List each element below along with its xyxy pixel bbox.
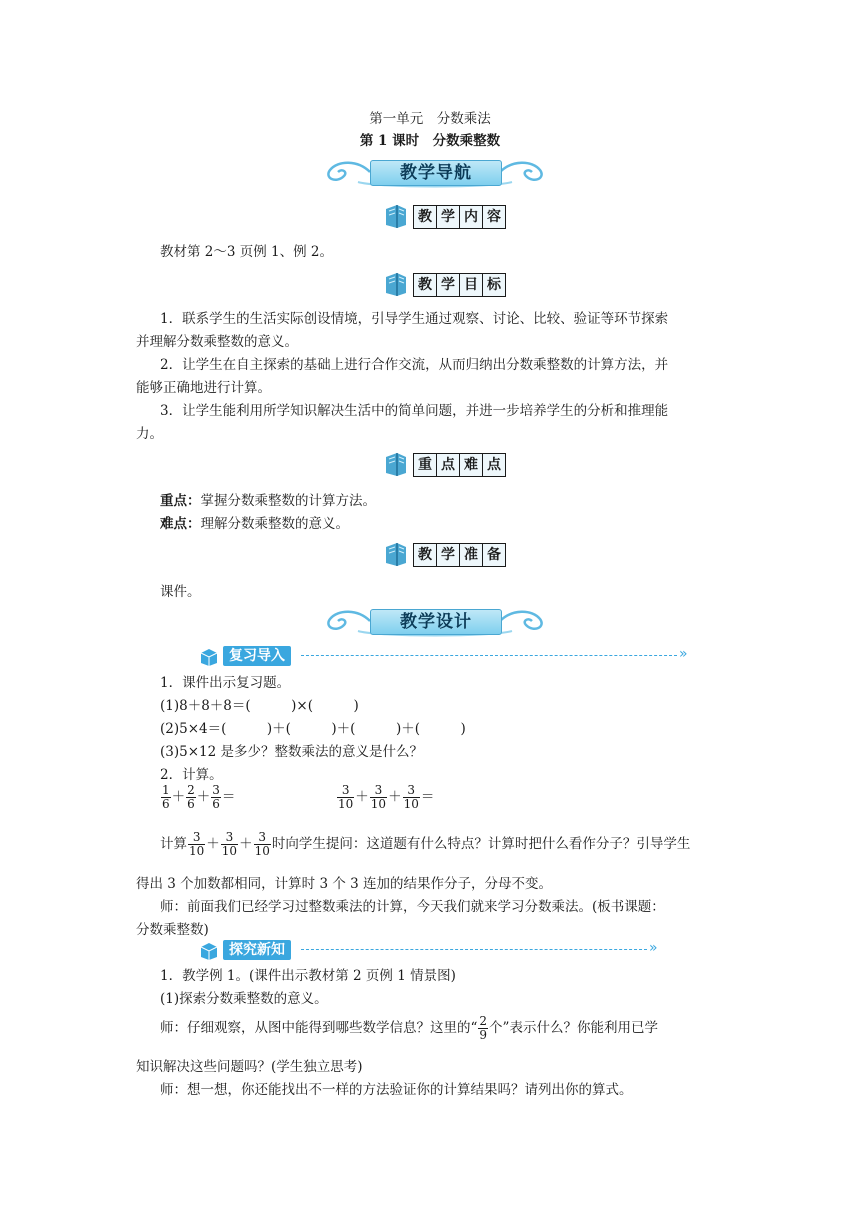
label-char: 教 xyxy=(414,274,437,296)
label-char: 教 xyxy=(414,206,437,228)
label-char: 容 xyxy=(483,206,505,228)
cube-icon xyxy=(197,939,221,961)
difficulty-label: 难点： xyxy=(160,516,201,532)
goal-2-line-1: 2．让学生在自主探索的基础上进行合作交流，从而归纳出分数乘整数的计算方法，并 xyxy=(160,357,669,373)
label-char: 标 xyxy=(483,274,505,296)
explore-line-5: 师：想一想，你还能找出不一样的方法验证你的计算结果吗？请列出你的算式。 xyxy=(160,1082,633,1098)
design-banner-label: 教学设计 xyxy=(370,609,502,635)
review-line-1: 1．课件出示复习题。 xyxy=(160,675,291,691)
goal-3-line-1: 3．让学生能利用所学知识解决生活中的简单问题，并进一步培养学生的分析和推理能 xyxy=(160,403,669,419)
label-char: 内 xyxy=(460,206,483,228)
double-arrow-icon: » xyxy=(679,646,688,662)
fraction: $\frac{3}{10}$ xyxy=(338,783,354,811)
goal-1-line-1: 1．联系学生的生活实际创设情境，引导学生通过观察、讨论、比较、验证等环节探索 xyxy=(160,311,669,327)
label-char: 目 xyxy=(460,274,483,296)
dashed-divider xyxy=(301,949,647,950)
fraction: $\frac{3}{10}$ xyxy=(221,830,238,858)
goal-3-line-2: 力。 xyxy=(136,426,163,442)
review-tab xyxy=(197,645,697,667)
label-char: 学 xyxy=(437,544,460,566)
book-icon xyxy=(383,541,409,567)
design-banner xyxy=(318,605,552,639)
prep-text: 课件。 xyxy=(160,584,201,600)
explore-line-3: 师：仔细观察，从图中能得到哪些数学信息？这里的“ $\frac{2}{9}$ 个”表示什么？你能利用已学 xyxy=(160,1014,658,1042)
label-char: 教 xyxy=(414,544,437,566)
fraction-expression-2: $\frac{3}{10}$ ＋ $\frac{3}{10}$ ＋ $\frac{3}{10}$ ＝ xyxy=(338,783,435,811)
calc-question-line: 计算 $\frac{3}{10}$ ＋ $\frac{3}{10}$ ＋ $\frac{3}{10}$ 时向学生提问：这道题有什么特点？计算时把什么看作分子？引导学生 xyxy=(160,830,691,858)
explore-line-1: 1．教学例 1。(课件出示教材第 2 页例 1 情景图) xyxy=(160,968,456,984)
section-goals-label xyxy=(413,273,506,297)
content-text: 教材第 2～3 页例 1、例 2。 xyxy=(160,244,334,260)
review-line-5: 2．计算。 xyxy=(160,767,223,783)
label-char: 备 xyxy=(483,544,505,566)
guide-banner xyxy=(318,156,552,190)
label-char: 准 xyxy=(460,544,483,566)
lesson-title: 第 1 课时 分数乘整数 xyxy=(359,133,501,149)
fraction: $\frac{2}{9}$ xyxy=(479,1014,488,1042)
explore-tab xyxy=(197,939,667,961)
section-key-points-label xyxy=(413,453,506,477)
fraction: $\frac{3}{10}$ xyxy=(254,830,270,858)
label-char: 点 xyxy=(437,454,460,476)
review-line-8: 师：前面我们已经学习过整数乘法的计算，今天我们就来学习分数乘法。(板书课题： xyxy=(160,899,665,915)
unit-title: 第一单元 分数乘法 xyxy=(369,111,491,127)
dashed-divider xyxy=(301,655,677,656)
section-content-label xyxy=(413,205,506,229)
label-char: 重 xyxy=(414,454,437,476)
explore-tab-label: 探究新知 xyxy=(223,940,291,960)
review-tab-label: 复习导入 xyxy=(223,646,291,666)
explore-line-4: 知识解决这些问题吗？(学生独立思考) xyxy=(136,1059,363,1075)
goal-2-line-2: 能够正确地进行计算。 xyxy=(136,380,271,396)
label-char: 难 xyxy=(460,454,483,476)
explore-line-2: (1)探索分数乘整数的意义。 xyxy=(160,991,328,1007)
fraction-expression-1: $\frac{1}{6}$ ＋ $\frac{2}{6}$ ＋ $\frac{3}{6}$ ＝ xyxy=(162,783,236,811)
fraction: $\frac{3}{10}$ xyxy=(370,783,387,811)
book-icon xyxy=(383,271,409,297)
cube-icon xyxy=(197,645,221,667)
guide-banner-label: 教学导航 xyxy=(370,160,502,186)
section-prep-label xyxy=(413,543,506,567)
fraction: $\frac{3}{10}$ xyxy=(403,783,419,811)
key-point-line xyxy=(160,489,376,509)
book-icon xyxy=(383,203,409,229)
difficulty-text: 理解分数乘整数的意义。 xyxy=(200,516,349,532)
fraction: $\frac{2}{6}$ xyxy=(187,783,195,811)
book-icon xyxy=(383,451,409,477)
key-point-text: 掌握分数乘整数的计算方法。 xyxy=(200,493,376,509)
review-line-2: (1)8＋8＋8＝( )×( ) xyxy=(160,698,359,714)
review-line-3: (2)5×4＝( )＋( )＋( )＋( ) xyxy=(160,721,466,737)
fraction: $\frac{3}{6}$ xyxy=(212,783,220,811)
key-point-label: 重点： xyxy=(160,493,201,509)
difficulty-line xyxy=(160,512,349,532)
fraction: $\frac{1}{6}$ xyxy=(162,783,170,811)
label-char: 学 xyxy=(437,206,460,228)
label-char: 学 xyxy=(437,274,460,296)
double-arrow-icon: » xyxy=(649,940,658,956)
fraction: $\frac{3}{10}$ xyxy=(189,830,205,858)
label-char: 点 xyxy=(483,454,505,476)
goal-1-line-2: 并理解分数乘整数的意义。 xyxy=(136,334,298,350)
review-line-4: (3)5×12 是多少？整数乘法的意义是什么？ xyxy=(160,744,423,760)
review-line-9: 分数乘整数) xyxy=(136,922,209,938)
review-line-7: 得出 3 个加数都相同，计算时 3 个 3 连加的结果作分子，分母不变。 xyxy=(136,876,553,892)
